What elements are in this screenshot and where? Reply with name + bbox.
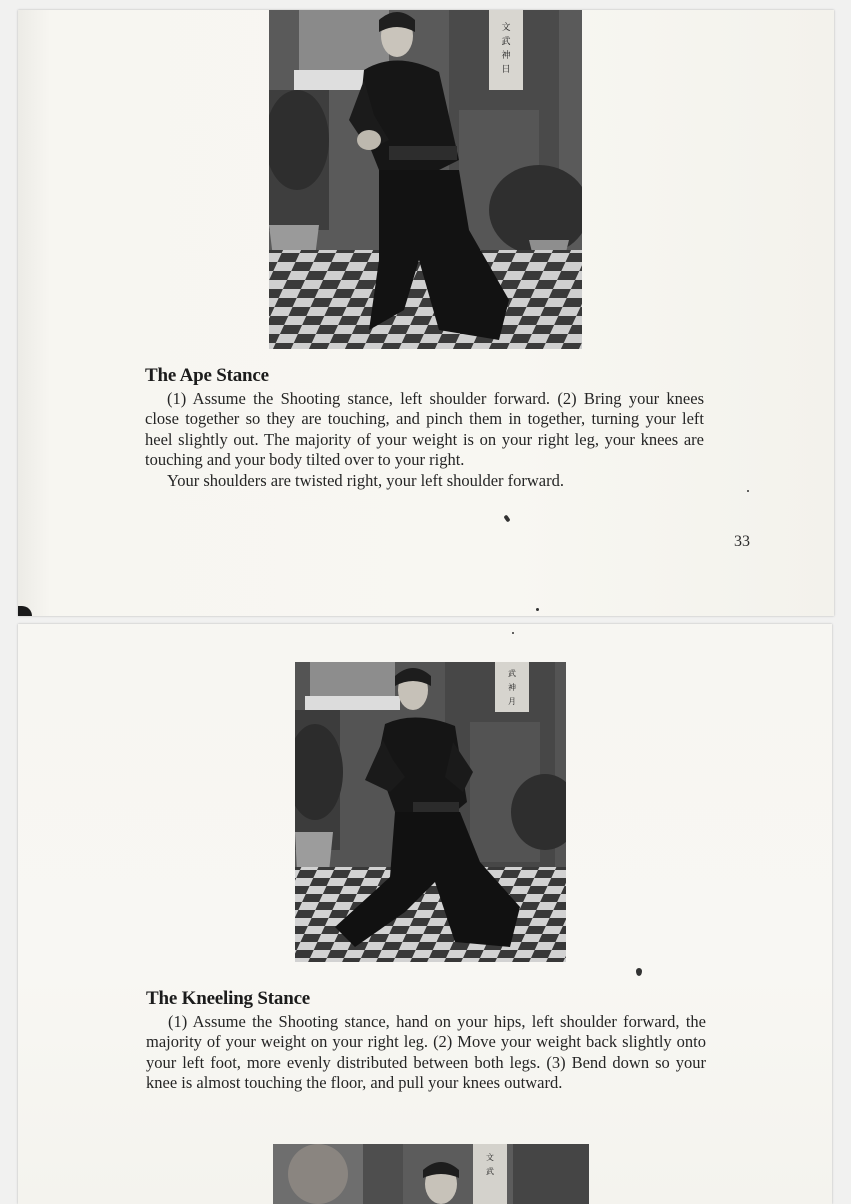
- svg-text:月: 月: [508, 697, 516, 706]
- martial-arts-photo-icon: [269, 10, 582, 349]
- martial-arts-photo-icon: [295, 662, 566, 962]
- book-page-34: [18, 624, 832, 1204]
- section-body: [145, 389, 704, 491]
- next-stance-photo: [273, 1144, 589, 1204]
- svg-text:神: 神: [501, 50, 511, 60]
- martial-arts-photo-icon: [273, 1144, 589, 1204]
- section-heading: The Kneeling Stance: [146, 988, 311, 1009]
- print-speck: [636, 968, 642, 976]
- svg-text:日: 日: [501, 64, 511, 74]
- page-number: 33: [734, 533, 750, 550]
- body-paragraph: (1) Assume the Shooting stance, left shoulder forward. (2) Bring your knees close together so they are touching, and pinch them in together, turning your left heel slightly out. The majority of your weight is on your right leg, your knees are touching and your body tilted over to your right.: [145, 389, 704, 470]
- body-paragraph: (1) Assume the Shooting stance, hand on your hips, left shoulder forward, the majority of your weight on your right leg. (2) Move your weight back slightly onto your left foot, more evenly distributed between both legs. (3) Bend down so your knee is almost touching the floor, and pull your knees outward.: [146, 1012, 706, 1093]
- svg-text:神: 神: [508, 683, 516, 692]
- svg-text:文: 文: [501, 22, 511, 32]
- section-body: [146, 1012, 706, 1094]
- print-speck: [503, 514, 510, 522]
- svg-text:武: 武: [508, 669, 516, 678]
- body-paragraph: Your shoulders are twisted right, your left shoulder forward.: [167, 470, 564, 490]
- svg-text:武: 武: [486, 1167, 494, 1176]
- print-speck: [747, 490, 749, 492]
- section-heading: The Ape Stance: [145, 365, 269, 386]
- ape-stance-photo: [269, 10, 582, 349]
- svg-text:武: 武: [501, 36, 511, 46]
- book-page-33: [18, 10, 834, 616]
- kneeling-stance-photo: [295, 662, 566, 962]
- svg-text:文: 文: [486, 1153, 494, 1162]
- print-speck: [512, 632, 514, 634]
- page-edge-mark: [18, 606, 32, 616]
- print-speck: [536, 608, 539, 611]
